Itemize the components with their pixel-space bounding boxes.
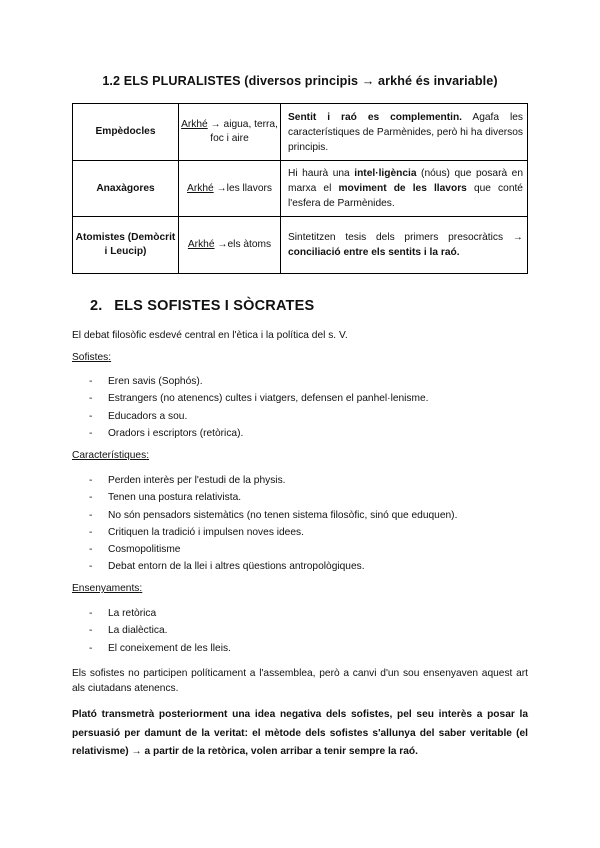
ensenyaments-list [89,605,231,657]
section-2-number: 2. [90,298,103,314]
list-item: - Estrangers (no atenencs) cultes i viatgers, defensen el panhel·lenisme. [89,390,429,407]
list-dash: - [89,492,93,504]
section-2-title [90,298,314,314]
intro-paragraph: El debat filosòfic esdevé central en l'ètica i la política del s. V. [72,330,348,341]
arkhe-label: Arkhé [187,182,214,194]
sofistes-heading: Sofistes: [72,352,112,363]
sofistes-list [89,373,429,442]
ensenyaments-heading: Ensenyaments: [72,583,143,594]
list-item: - Critiquen la tradició i impulsen noves idees. [89,524,457,541]
table-row [73,217,528,274]
list-dash: - [89,376,93,387]
list-item: - Cosmopolitisme [89,541,457,558]
description-bold: intel·ligència [354,168,417,179]
arkhe-value: → aigua, terra, foc i aire [207,119,278,144]
list-dash: - [89,410,93,422]
list-item: - El coneixement de les lleis. [89,640,231,657]
table-row [73,104,528,161]
caracteristiques-list [89,472,457,576]
list-item: - Perden interès per l'estudi de la physis. [89,472,457,489]
description-text: Hi haurà una [288,168,355,179]
philosopher-name: Atomistes (Demòcrit i Leucip) [73,217,179,274]
caracteristiques-heading: Característiques: [72,450,150,461]
list-dash: - [89,608,93,619]
list-item: - Debat entorn de la llei i altres qüestions antropològiques. [89,558,457,575]
sofistes-heading-text: Sofistes [72,352,109,363]
list-item: - La dialèctica. [89,622,231,639]
description-text: Sintetitzen tesis dels primers presocràtics → [288,232,523,243]
list-dash: - [89,544,93,556]
list-item: - Oradors i escriptors (retòrica). [89,425,429,442]
arkhe-label: Arkhé [187,239,215,250]
table-row [73,161,528,217]
list-dash: - [89,393,93,405]
list-dash: - [89,526,93,538]
description-text: que conté l'esfera de Parmènides. [288,183,523,209]
arkhe-label: Arkhé [181,119,208,130]
caracteristiques-heading-text: Característiques [72,450,147,461]
description-cell [281,217,528,274]
arkhe-value: →les llavors [213,182,272,194]
arkhe-cell [179,104,281,161]
description-bold: moviment de les llavors [338,183,467,194]
arkhe-cell [179,217,281,274]
final-paragraph: Plató transmetrà posteriorment una idea negativa dels sofistes, pel seu interès a posar la persuasió per damunt de la veritat: el mètode dels sofistes s'allunya del saber veritable (el relativisme) → a partir de la retòrica, volen arribar a tenir sempre la raó. [72,709,528,757]
list-dash: - [89,427,93,439]
ensenyaments-heading-text: Ensenyaments [72,583,140,594]
paragraph: Els sofistes no participen políticament a l'assemblea, però a canvi d'un sou ensenyaven aquest art als ciutadans atenencs. [72,668,528,694]
pluralists-table [72,103,528,274]
section-1-2-title: 1.2 ELS PLURALISTES (diversos principis → arkhé és invariable) [102,74,498,88]
arkhe-value: →els àtoms [214,239,272,250]
list-item: - Eren savis (Sophós). [89,373,429,390]
list-item: - La retòrica [89,605,231,622]
list-dash: - [89,509,93,521]
philosopher-name: Anaxàgores [73,161,179,217]
list-dash: - [89,475,93,486]
arkhe-cell [179,161,281,217]
section-2-title-text: ELS SOFISTES I SÒCRATES [114,298,315,314]
list-item: - Tenen una postura relativista. [89,489,457,506]
list-dash: - [89,642,93,654]
list-dash: - [89,561,93,573]
description-text: (nóus) que posarà en marxa el [288,168,523,194]
philosopher-name: Empèdocles [73,104,179,161]
list-item: - Educadors a sou. [89,408,429,425]
description-cell [281,161,528,217]
description-bold: conciliació entre els sentits i la raó. [288,247,460,258]
description-text: Agafa les característiques de Parmènides, però hi ha diversos principis. [288,111,523,153]
description-bold: Sentit i raó es complementin. [288,111,463,123]
description-cell [281,104,528,161]
list-dash: - [89,625,93,637]
list-item: - No són pensadors sistemàtics (no tenen sistema filosòfic, sinó que eduquen). [89,507,457,524]
